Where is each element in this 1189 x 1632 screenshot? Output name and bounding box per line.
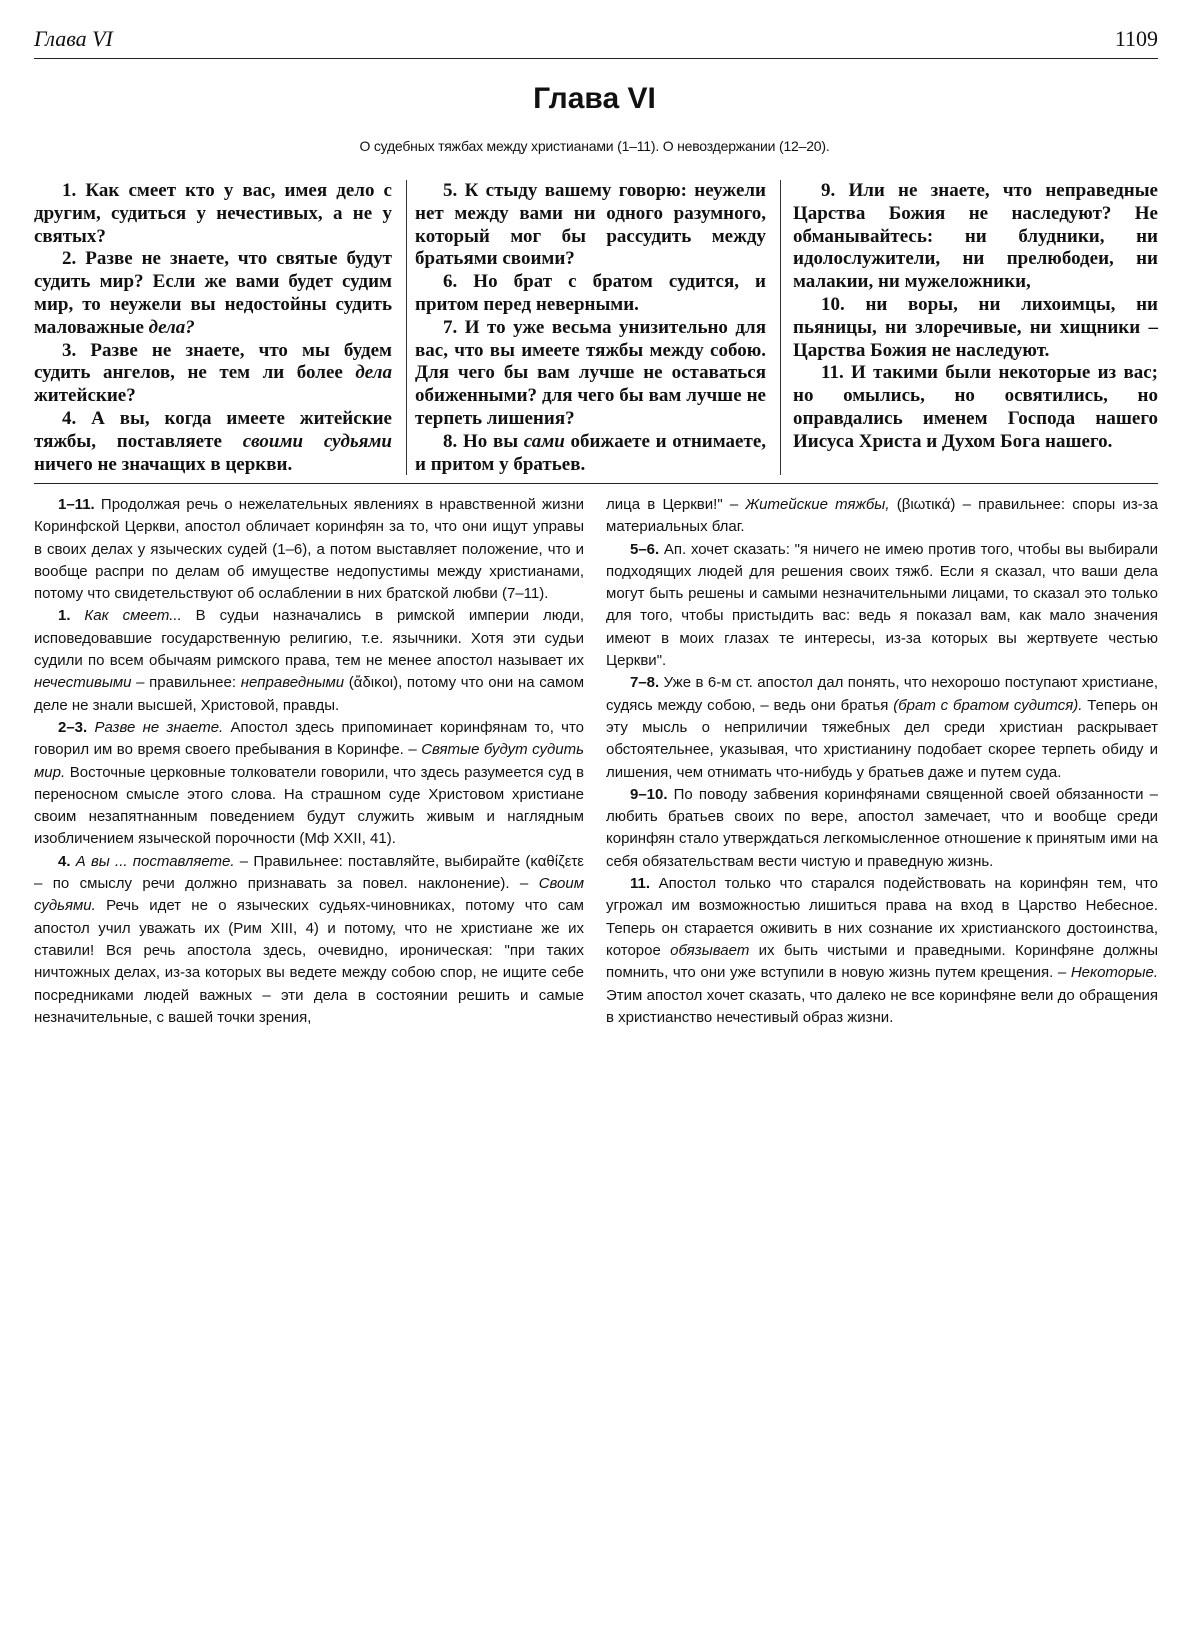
verse-5: 5. К стыду вашему говорю: неужели нет между вами ни одного разумного, который мог бы рассудить между братьями своими? [415,180,766,270]
verse-1: 1. Как смеет кто у вас, имея дело с другим, судиться у нечестивых, а не у святых? [34,180,392,247]
verse-4: 4. А вы, когда имеете житейские тяжбы, поставляете своими судьями ничего не значащих в церкви. [34,407,392,475]
commentary-column-left [34,494,584,1624]
verse-10: 10. ни воры, ни лихоимцы, ни пьяницы, ни злоречивые, ни хищники – Царства Божия не наследуют. [793,293,1158,361]
commentary-paragraph: 9–10. По поводу забвения коринфянами священной своей обязанности – любить братьев своих по вере, апостол замечает, что и вообще среди коринфян стало утверждаться легкомысленное отношение к принятым ими на себя обязательствам вести чистую и праведную жизнь. [606,785,1158,870]
verse-8: 8. Но вы сами обижаете и отнимаете, и притом у братьев. [415,430,767,475]
commentary-column-right [606,494,1158,1624]
verse-column-2 [406,180,774,475]
running-header-chapter: Глава VI [34,26,113,51]
verse-3: 3. Разве не знаете, что мы будем судить ангелов, не тем ли более дела житейские? [34,339,392,407]
commentary [34,494,1158,1624]
page-number: 1109 [1114,26,1158,51]
scripture-verses [34,180,1158,475]
verse-7: 7. И то уже весьма унизительно для вас, что вы имеете тяжбы между собою. Для чего бы вам лучше не оставаться обиженными? для чего бы вам лучше не терпеть лишения? [415,316,766,429]
commentary-paragraph: лица в Церкви!" – Житейские тяжбы, (βιωτικά) – правильнее: споры из-за материальных благ. [606,496,1159,536]
verse-11: 11. И такими были некоторые из вас; но омылись, но освятились, но оправдались именем Господа нашего Иисуса Христа и Духом Бога нашего. [793,362,1158,452]
commentary-paragraph: 1. Как смеет... В судьи назначались в римской империи люди, исповедовавшие государственную религию, т.е. язычники. Хотя эти судьи судили по всем обычаям римского права, тем не менее апостол называет их нечестивыми – правильнее: неправедными (ἄδικοι), потому что они на самом деле не знали высшей, Христовой, правды. [34,607,585,714]
commentary-paragraph: 1–11. Продолжая речь о нежелательных явлениях в нравственной жизни Коринфской Церкви, апостол обличает коринфян за то, что они ищут управы в своих делах у языческих судей (1–6), а потом выставляет положение, что и вообще распри по делам об имуществе недопустимы между христианами, потому что свидетельствуют об ослаблении в них братской любви (7–11). [34,496,584,603]
commentary-paragraph: 2–3. Разве не знаете. Апостол здесь припоминает коринфянам то, что говорил им во время своего пребывания в Коринфе. – Святые будут судить мир. Восточные церковные толкователи говорили, что здесь разумеется суд в переносном смысле этого слова. На страшном суде Христовом христиане своим незапятнанным поведением будут служить живым и наглядным изобличением языческой порочности (Мф XXII, 41). [34,718,584,848]
chapter-title: Глава VI [533,82,656,115]
commentary-paragraph: 11. Апостол только что старался подействовать на коринфян тем, что угрожал им возможностью лишиться права на вход в Царство Небесное. Теперь он старается оживить в них сознание их христианского достоинства, которое обязывает их быть чистыми и праведными. Коринфяне должны помнить, что они уже вступили в новую жизнь путем крещения. – Некоторые. Этим апостол хочет сказать, что далеко не все коринфяне вели до обращения в христианство нечестивый образ жизни. [606,875,1159,1026]
chapter-summary: О судебных тяжбах между христианами (1–11). О невоздержании (12–20). [359,138,830,154]
commentary-paragraph: 7–8. Уже в 6-м ст. апостол дал понять, что нехорошо поступают христиане, судясь между собою, – ведь они братья (брат с братом судится). Теперь он эту мысль о неприличии тяжебных дел среди христиан раскрывает обстоятельнее, указывая, что христианину подобает скорее терпеть обиду и лишения, чем отнимать что-нибудь у братьев даже и путем суда. [606,674,1159,781]
verse-6: 6. Но брат с братом судится, и притом перед неверными. [415,271,766,315]
running-header [34,22,1158,59]
verse-column-3 [780,180,1158,475]
verse-column-1 [34,180,400,475]
commentary-paragraph: 5–6. Ап. хочет сказать: "я ничего не имею против того, чтобы вы выбирали подходящих людей для решения своих тяжб. Если я сказал, что ваши дела могут быть решены и самыми незначительными лицами, то сказал это только для того, чтобы пристыдить вас: ведь я показал вам, как мало значения имеют в моих глазах те интересы, из-за которых вы жертвуете честью Церкви". [606,540,1158,670]
section-divider [34,483,1158,484]
commentary-paragraph: 4. А вы ... поставляете. – Правильнее: поставляйте, выбирайте (καθίζετε – по смыслу речи должно признавать за повел. наклонение). – Своим судьями. Речь идет не о языческих судьях-чиновниках, потому что сам апостол учил уважать их (Рим XIII, 4) и потому, что не христиане же их ставили! Вся речь апостола здесь, очевидно, ироническая: "при таких ничтожных делах, из-за которых вы ведете между собою спор, не ищите себе посредниками людей важных – эти дела в состоянии решить и самые незначительные, с вашей точки зрения, [34,852,584,1026]
verse-9: 9. Или не знаете, что неправедные Царства Божия не наследуют? Не обманывайтесь: ни блудники, ни идолослужители, ни прелюбодеи, ни малакии, ни мужеложники, [793,180,1158,293]
verse-2: 2. Разве не знаете, что святые будут судить мир? Если же вами будет судим мир, то неужели вы недостойны судить маловажные дела? [34,248,392,338]
